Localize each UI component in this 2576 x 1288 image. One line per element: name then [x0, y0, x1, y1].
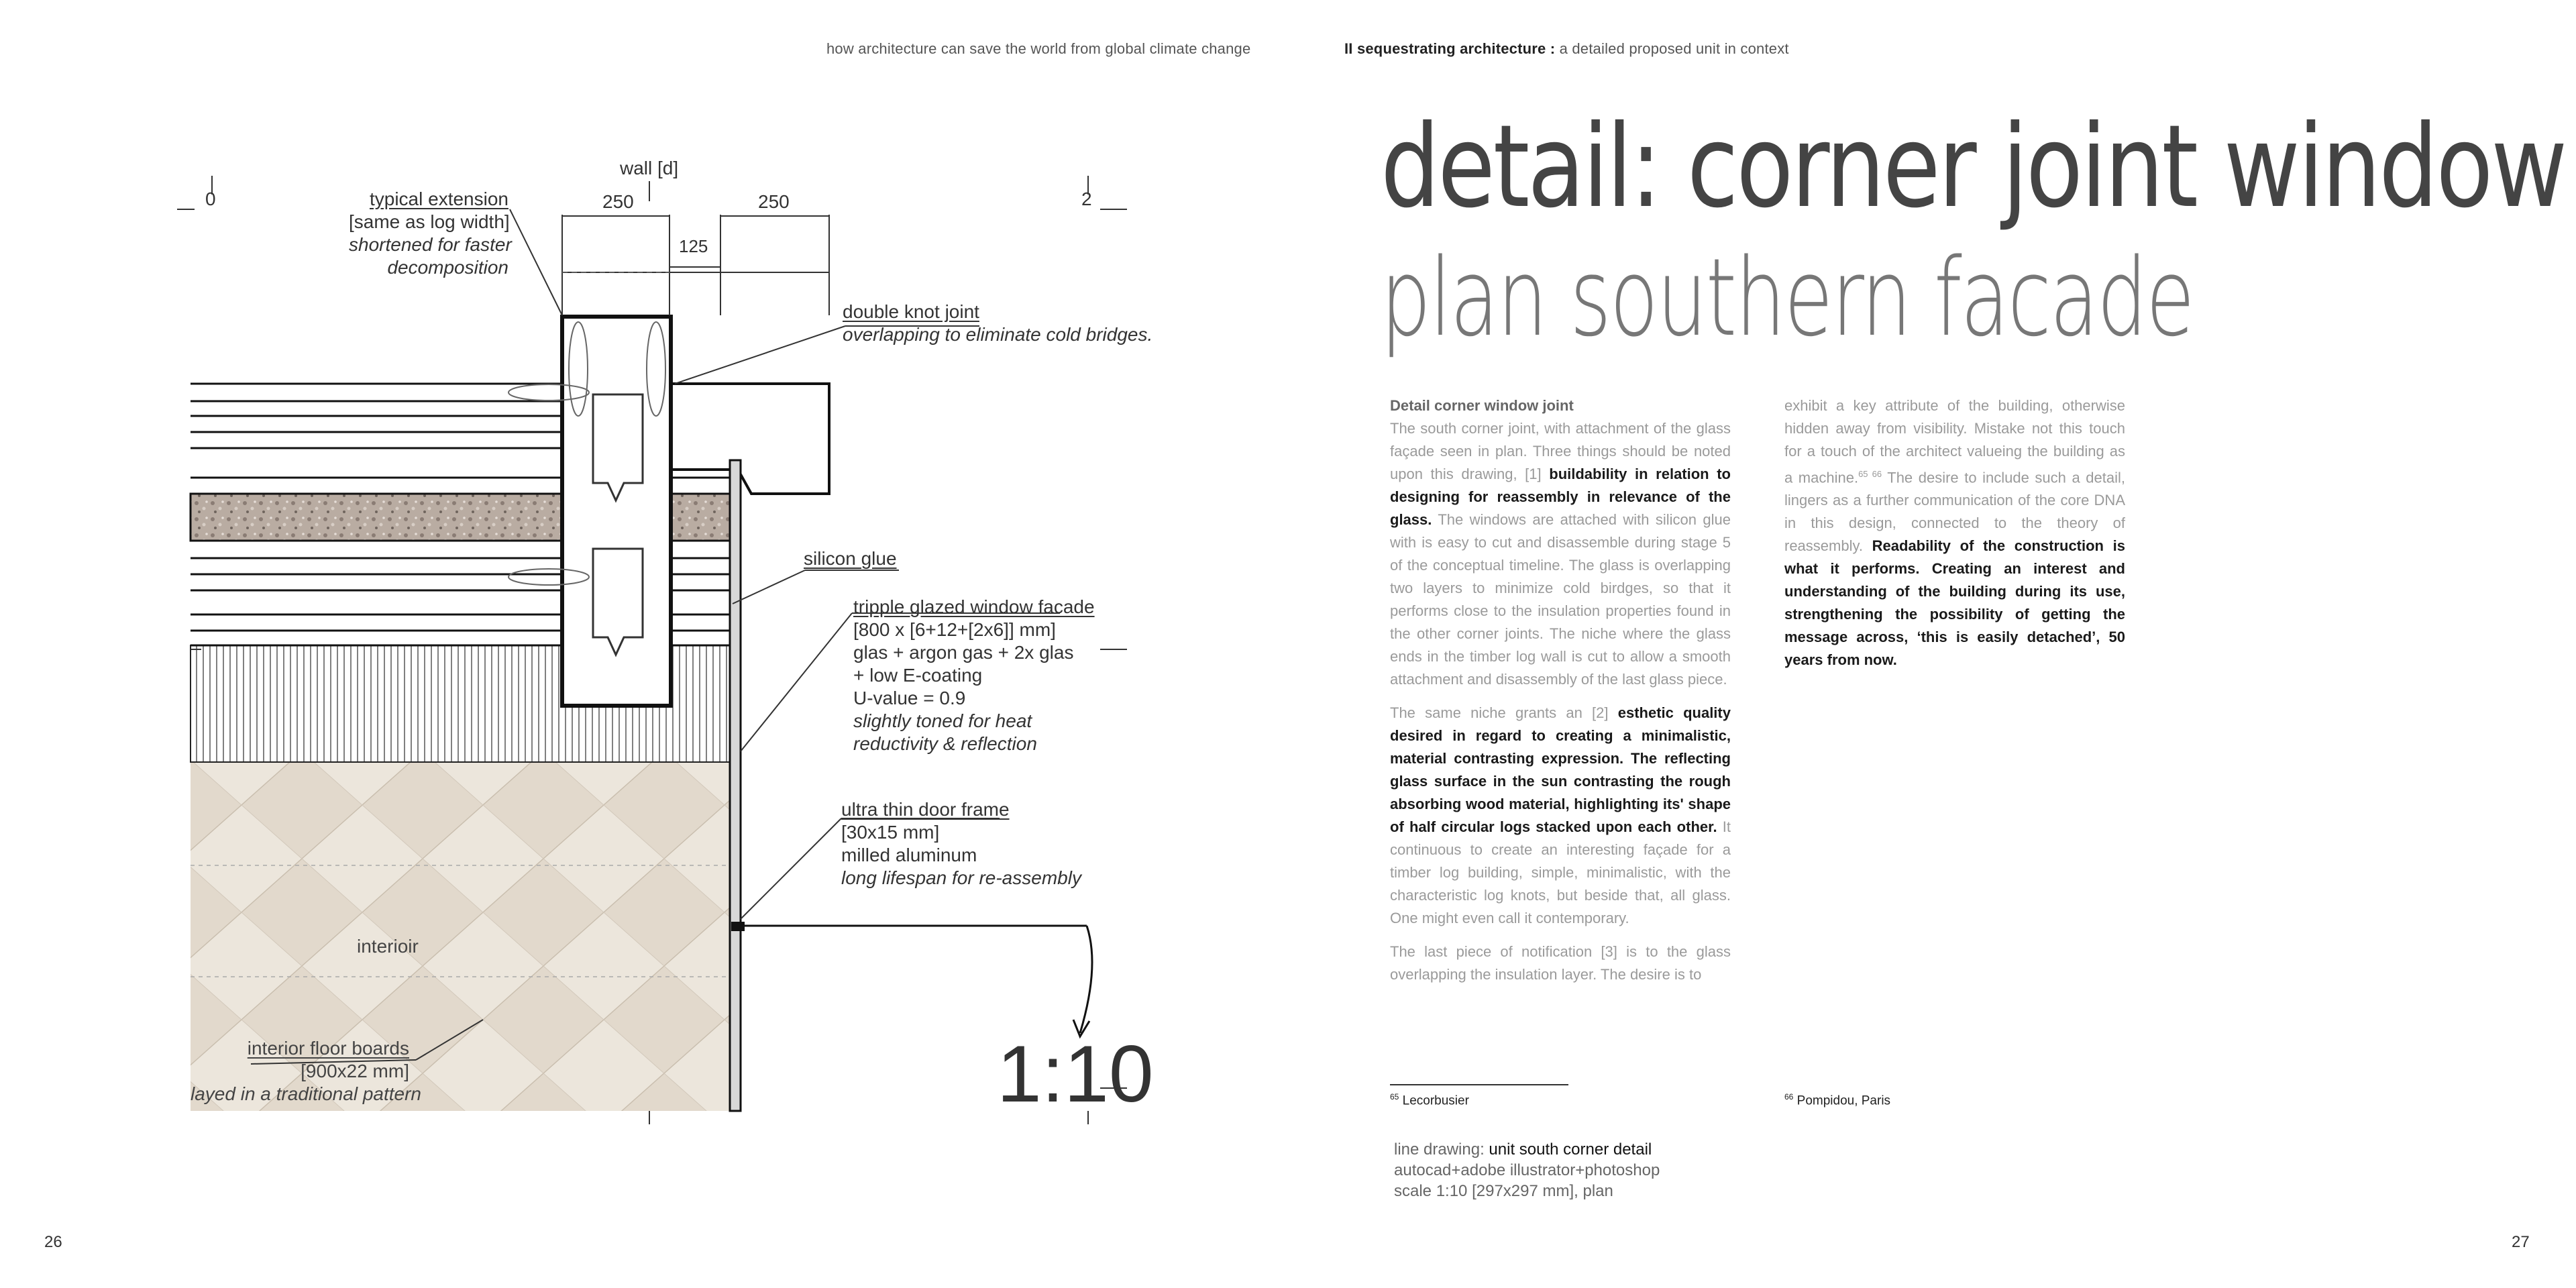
page-title: detail: corner joint window — [1381, 101, 2565, 233]
scale-label: 1:10 — [997, 1029, 1154, 1119]
page-subtitle: plan southern facade — [1381, 235, 2194, 360]
header-left: how architecture can save the world from global climate change — [826, 40, 1251, 57]
wall-label: wall [d] — [620, 158, 679, 178]
label-door-frame: ultra thin door frame [30x15 mm] milled aluminum long lifespan for re-assembly — [841, 799, 1081, 888]
dim-250-right: 250 — [758, 191, 790, 212]
page-number-left: 26 — [44, 1233, 62, 1251]
ruler-start: 0 — [205, 189, 216, 209]
label-window-facade: tripple glazed window facade [800 x [6+12+[2x6]] mm] glas + argon gas + 2x glas + low E-coating U-value = 0.9 slightly toned for heat reductivity & reflection — [853, 596, 1095, 754]
drawing-credits: line drawing: unit south corner detail autocad+adobe illustrator+photoshop scale 1:10 [297x297 mm], plan — [1394, 1140, 1660, 1200]
section-subtitle: a detailed proposed unit in context — [1559, 40, 1789, 57]
dim-125: 125 — [679, 236, 708, 256]
page-number-right: 27 — [2512, 1233, 2530, 1251]
footnote-rule — [1390, 1084, 1568, 1085]
corner-joint-drawing — [0, 0, 1275, 1154]
header-right — [1344, 40, 1789, 58]
body-paragraph-2: The same niche grants an [2] esthetic quality desired in regard to creating a minimalistic, material contrasting expression. The reflecting glass surface in the sun contrasting the rough absorbing wood material, highlighting its' shape of half circular logs stacked upon each other. It continuous to create an interesting façade for a timber log building, simple, minimalistic, with the characteristic log knots, but beside that, all glass. One might even call it contemporary. — [1390, 704, 1731, 926]
label-interior: interioir — [357, 936, 419, 957]
label-silicon-glue: silicon glue — [804, 548, 897, 569]
section-mark: II — [1344, 40, 1353, 57]
section-title: sequestrating architecture : — [1356, 40, 1556, 57]
ruler-end: 2 — [1081, 189, 1092, 209]
dim-250-left: 250 — [602, 191, 634, 212]
body-column-2 — [1784, 394, 2125, 682]
body-paragraph-4: exhibit a key attribute of the building, otherwise hidden away from visibility. Mistake not this touch for a touch of the architect valueing the building as a machine.$^{65 66}$ The desire to include such a detail, lingers as a further communication of the core DNA in this design, connected to the theory of reassembly. Readability of the construction is what it performs. Creating an interest and understanding of the building during its use, strengthening the possibility of getting the message across, ‘this is easily detached’, 50 years from now. — [1784, 397, 2126, 669]
body-paragraph-3: The last piece of notification [3] is to the glass overlapping the insulation layer. The desire is to — [1390, 943, 1731, 983]
body-heading: Detail corner window joint — [1390, 397, 1574, 414]
footnote-66: $^{66}$ Pompidou, Paris — [1784, 1092, 1891, 1108]
glass-facade — [730, 460, 741, 1111]
label-floor-boards: interior floor boards [900x22 mm] layed in a traditional pattern — [191, 1038, 421, 1104]
body-column-1 — [1390, 394, 1731, 997]
body-paragraph-1: The south corner joint, with attachment of the glass façade seen in plan. Three things should be noted upon this drawing, [1] buildability in relation to designing for reassembly in relevance of the glass. The windows are attached with silicon glue with is easy to cut and disassemble during stage 5 of the conceptual timeline. The glass is overlapping two layers to minimize cold birdges, so that it performs close to the insulation properties found in the other corner joints. The niche where the glass ends in the timber log wall is cut to allow a smooth attachment and disassembly of the last glass piece. — [1390, 420, 1731, 688]
footnote-65: $^{65}$ Lecorbusier — [1390, 1092, 1469, 1108]
label-typical-extension: typical extension [same as log width] shortened for faster decomposition — [349, 189, 512, 278]
label-double-knot: double knot joint overlapping to eliminate cold bridges. — [843, 301, 1153, 345]
